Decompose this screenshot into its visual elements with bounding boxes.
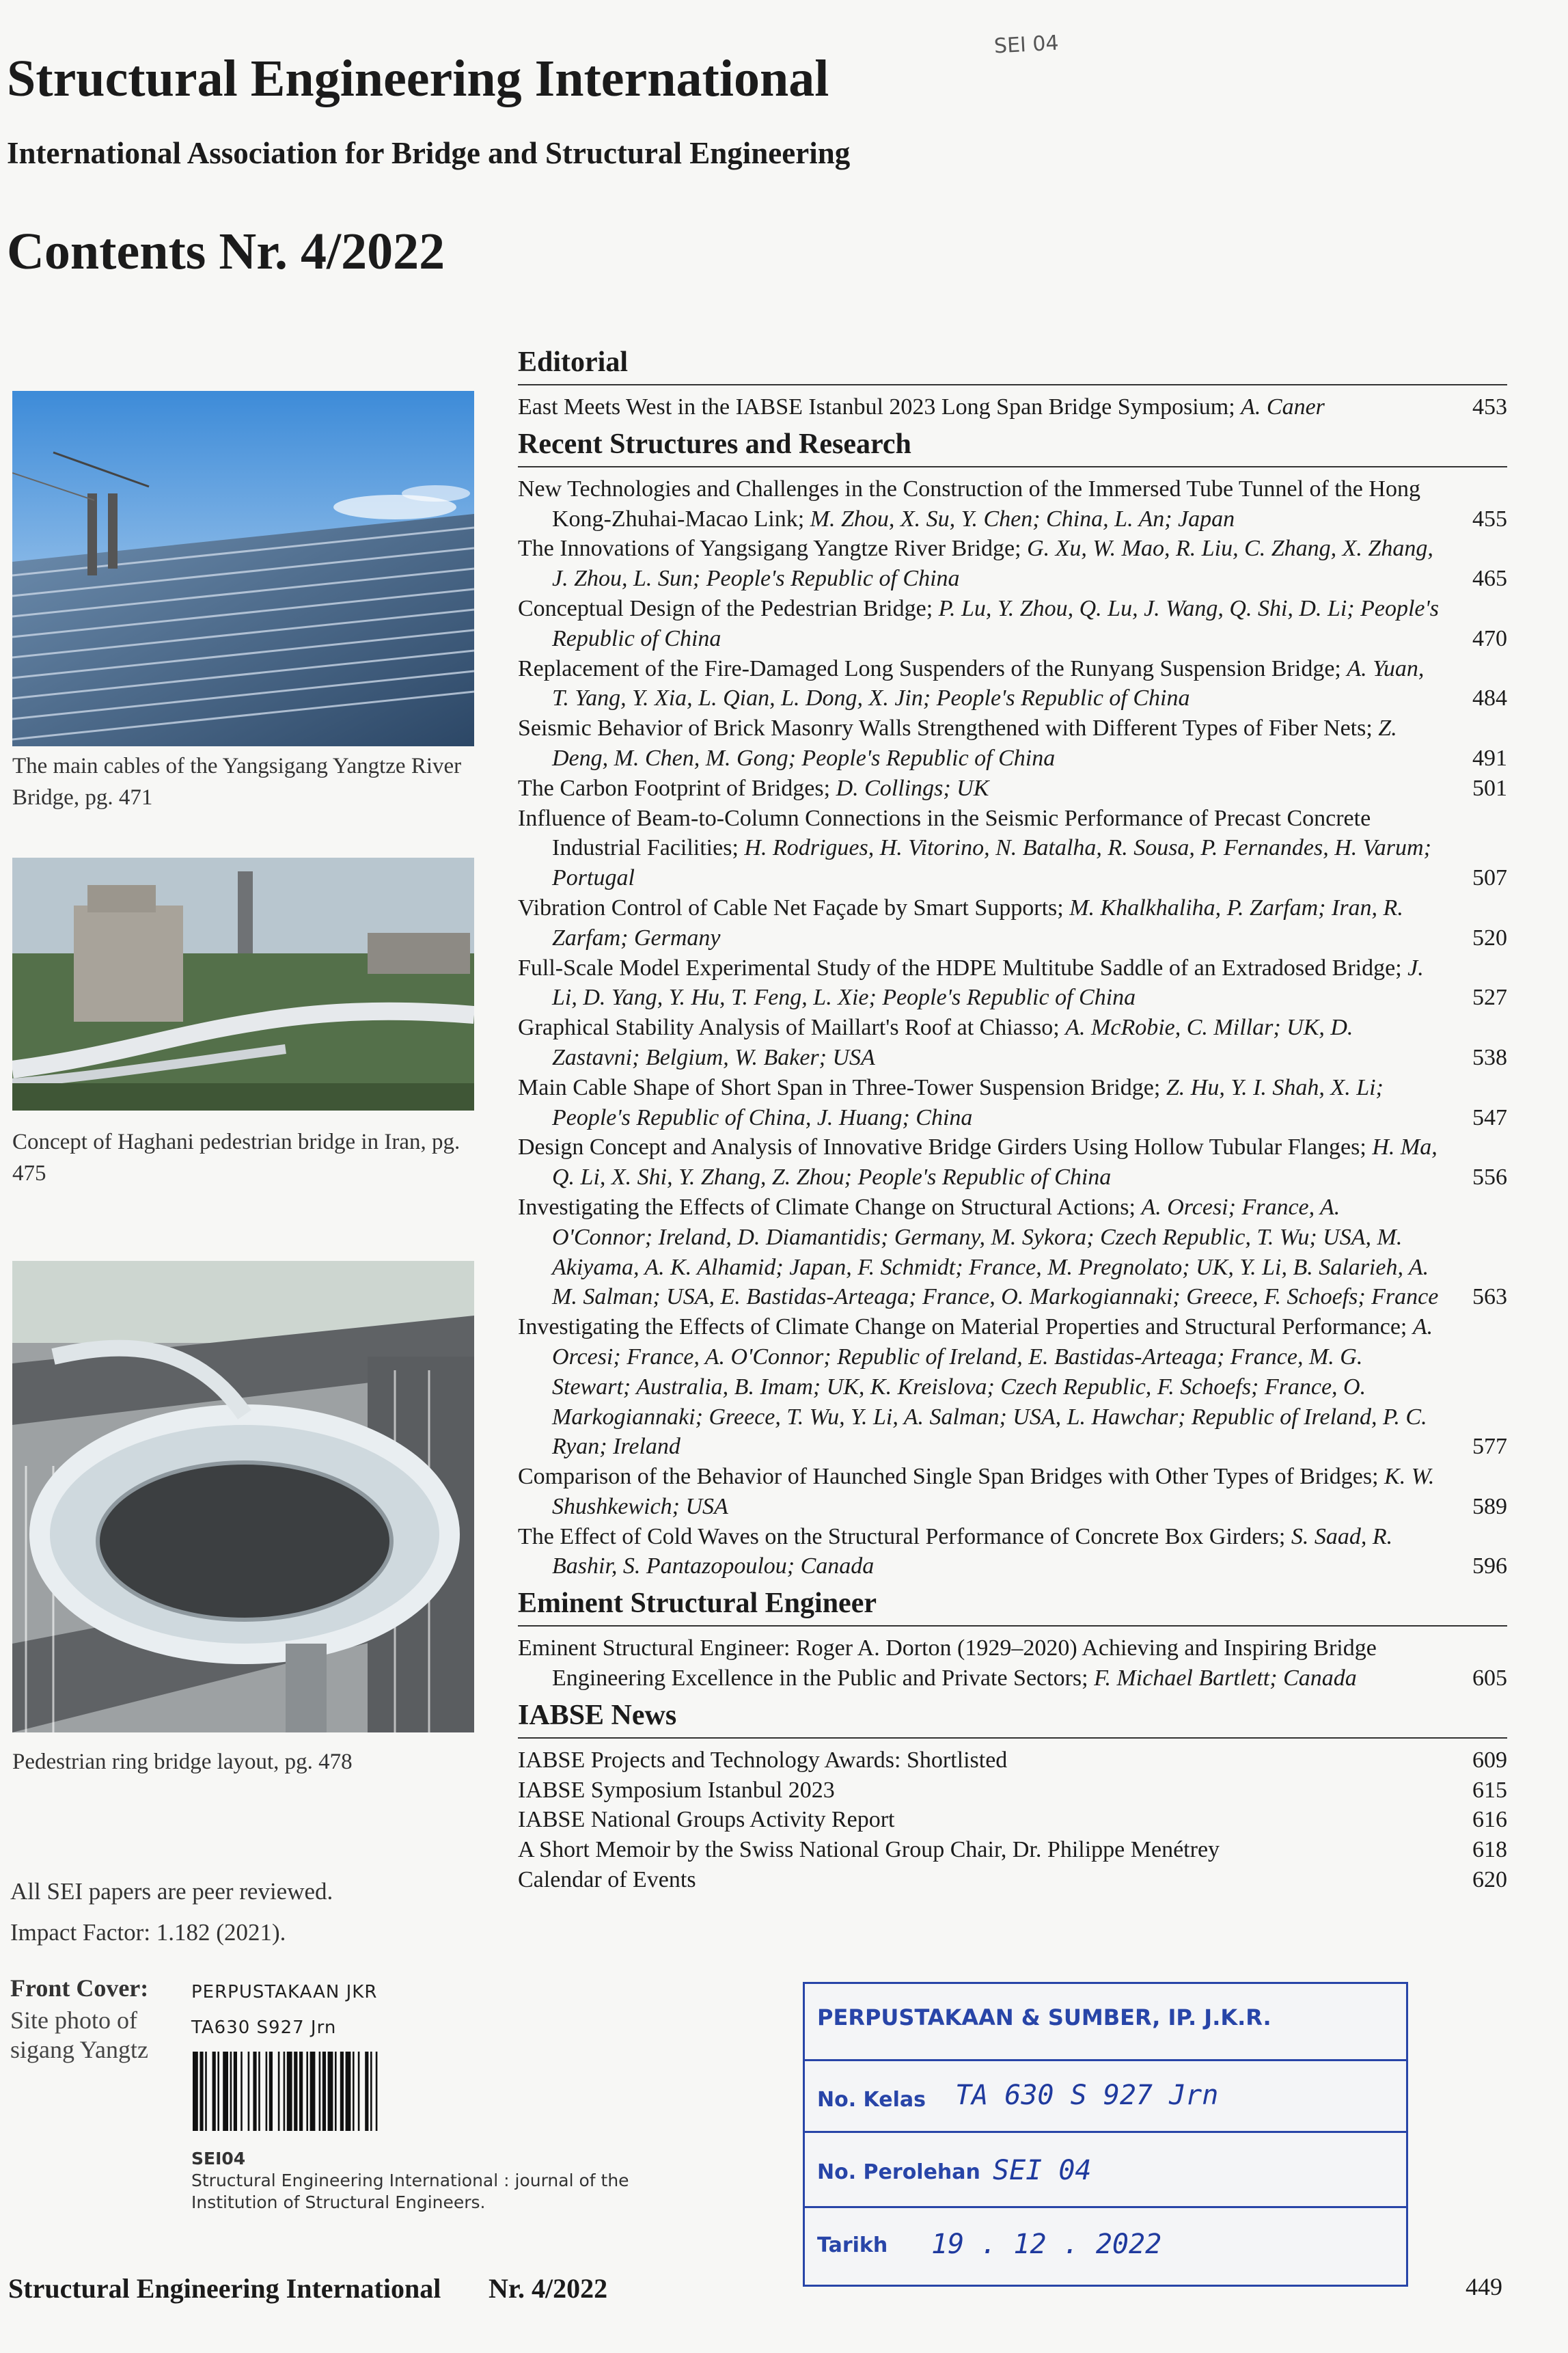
- impact-factor: Impact Factor: 1.182 (2021).: [10, 1919, 286, 1946]
- stamp-date-value: 19 . 12 . 2022: [931, 2229, 1162, 2260]
- entry-page-number: 465: [1472, 566, 1507, 592]
- entry-authors: A. McRobie, C. Millar; UK, D. Zastavni; Belgium, W. Baker; USA: [552, 1015, 1353, 1070]
- footer-journal-title: Structural Engineering International: [8, 2273, 441, 2304]
- news-entry: [518, 1776, 1507, 1806]
- entry-page-number: 577: [1472, 1434, 1507, 1460]
- section-title-recent: Recent Structures and Research: [518, 428, 911, 460]
- stamp-class-value: TA 630 S 927 Jrn: [955, 2080, 1219, 2111]
- news-page-number: 609: [1472, 1747, 1507, 1773]
- toc-entry: [518, 534, 1507, 594]
- entry-title: Comparison of the Behavior of Haunched Single Span Bridges with Other Types of Bridges;: [518, 1464, 1379, 1490]
- entry-title: Full-Scale Model Experimental Study of the HDPE Multitube Saddle of an Extradosed Bridge;: [518, 955, 1402, 981]
- toc-entry: [518, 392, 1507, 422]
- entry-authors: H. Ma, Q. Li, X. Shi, Y. Zhang, Z. Zhou; People's Republic of China: [552, 1134, 1438, 1191]
- entry-page-number: 507: [1472, 865, 1507, 891]
- entry-title: Graphical Stability Analysis of Maillart's Roof at Chiasso;: [518, 1015, 1060, 1041]
- toc-entry: [518, 1013, 1507, 1073]
- entry-authors: J. Li, D. Yang, Y. Hu, T. Feng, L. Xie; People's Republic of China: [552, 955, 1424, 1011]
- photo-main-cables: [12, 391, 474, 746]
- toc-entry: [518, 1312, 1507, 1462]
- entry-page-number: 455: [1472, 506, 1507, 532]
- news-page-number: 618: [1472, 1837, 1507, 1863]
- entry-title: Replacement of the Fire-Damaged Long Suspenders of the Runyang Suspension Bridge;: [518, 655, 1341, 681]
- entry-page-number: 556: [1472, 1165, 1507, 1191]
- table-of-contents: [518, 342, 1507, 1895]
- toc-entry: [518, 893, 1507, 953]
- entry-title: The Innovations of Yangsigang Yangtze River Bridge;: [518, 536, 1021, 562]
- label-description-line1: Structural Engineering International : journal of the: [191, 2171, 629, 2190]
- section-recent: [518, 424, 1507, 1581]
- entry-page-number: 605: [1472, 1665, 1507, 1691]
- section-title-editorial: Editorial: [518, 346, 629, 378]
- entry-title: The Carbon Footprint of Bridges;: [518, 775, 831, 801]
- news-entry: [518, 1745, 1507, 1776]
- peer-review-note: All SEI papers are peer reviewed.: [10, 1878, 333, 1905]
- entry-authors: A. Caner: [1241, 394, 1325, 420]
- news-entry: [518, 1865, 1507, 1895]
- news-title: IABSE National Groups Activity Report: [518, 1807, 895, 1833]
- photo-ring-bridge: [12, 1261, 474, 1732]
- library-stamp: [803, 1982, 1408, 2287]
- entry-authors: Z. Hu, Y. I. Shah, X. Li; People's Republic of China, J. Huang; China: [552, 1074, 1384, 1130]
- entry-title: The Effect of Cold Waves on the Structural Performance of Concrete Box Girders;: [518, 1523, 1286, 1549]
- section-eminent: [518, 1583, 1507, 1694]
- entry-authors: G. Xu, W. Mao, R. Liu, C. Zhang, X. Zhang, J. Zhou, L. Sun; People's Republic of China: [552, 536, 1433, 592]
- photo-caption-3: Pedestrian ring bridge layout, pg. 478: [12, 1750, 353, 1774]
- entry-page-number: 547: [1472, 1104, 1507, 1130]
- entry-title: East Meets West in the IABSE Istanbul 2023 Long Span Bridge Symposium;: [518, 394, 1235, 420]
- stamp-accession-label: No. Perolehan: [817, 2160, 980, 2184]
- section-rule: [518, 1737, 1507, 1739]
- entry-authors: A. Orcesi; France, A. O'Connor; Ireland, D. Diamantidis; Germany, M. Sykora; Czech Republic, T. Wu; USA, M. Akiyama, A. K. Alhamid; Japan, F. Schmidt; France, M. Pregnolato; UK, Y. Li, B. Salarieh, A. M. Salman; USA, E. Bastidas-Arteaga; France, O. Markogiannaki; Greece, F. Schoefs; France: [552, 1194, 1439, 1310]
- section-rule: [518, 384, 1507, 385]
- entry-title: Investigating the Effects of Climate Change on Material Properties and Structural Performance;: [518, 1314, 1407, 1340]
- entry-page-number: 470: [1472, 625, 1507, 651]
- entry-authors: P. Lu, Y. Zhou, Q. Lu, J. Wang, Q. Shi, D. Li; People's Republic of China: [552, 595, 1440, 651]
- journal-title: Structural Engineering International: [7, 50, 829, 107]
- toc-entry: [518, 1073, 1507, 1133]
- section-rule: [518, 466, 1507, 467]
- stamp-header: PERPUSTAKAAN & SUMBER, IP. J.K.R.: [817, 2004, 1271, 2030]
- news-page-number: 615: [1472, 1777, 1507, 1803]
- entry-page-number: 491: [1472, 745, 1507, 771]
- entry-title: Vibration Control of Cable Net Façade by Smart Supports;: [518, 895, 1064, 921]
- section-news: [518, 1695, 1507, 1895]
- news-entry: [518, 1805, 1507, 1835]
- entry-authors: A. Yuan, T. Yang, Y. Xia, L. Qian, L. Dong, X. Jin; People's Republic of China: [552, 655, 1425, 711]
- footer-issue-number: Nr. 4/2022: [489, 2273, 608, 2304]
- toc-entry: [518, 1462, 1507, 1522]
- contents-title: Contents Nr. 4/2022: [7, 223, 445, 280]
- toc-entry: [518, 953, 1507, 1014]
- entry-authors: M. Zhou, X. Su, Y. Chen; China, L. An; Japan: [810, 506, 1235, 532]
- entry-authors: M. Khalkhaliha, P. Zarfam; Iran, R. Zarfam; Germany: [552, 895, 1403, 951]
- front-cover-text-line1: Site photo of: [10, 2007, 137, 2034]
- news-entry: [518, 1835, 1507, 1865]
- entry-page-number: 484: [1472, 685, 1507, 711]
- label-description-line2: Institution of Structural Engineers.: [191, 2192, 486, 2212]
- entry-title: Eminent Structural Engineer: Roger A. Dorton (1929–2020) Achieving and Inspiring Bridge Engineering Excellence in the Public and Private Sectors;: [518, 1635, 1377, 1691]
- barcode: [191, 2052, 553, 2131]
- toc-entry: [518, 774, 1507, 804]
- news-title: A Short Memoir by the Swiss National Group Chair, Dr. Philippe Menétrey: [518, 1837, 1220, 1863]
- news-title: IABSE Projects and Technology Awards: Shortlisted: [518, 1747, 1008, 1773]
- entry-title: Investigating the Effects of Climate Change on Structural Actions;: [518, 1194, 1136, 1220]
- footer-page-number: 449: [1466, 2273, 1502, 2300]
- section-rule: [518, 1625, 1507, 1627]
- stamp-accession-value: SEI 04: [993, 2155, 1092, 2186]
- stamp-date-label: Tarikh: [817, 2233, 888, 2257]
- entry-authors: S. Saad, R. Bashir, S. Pantazopoulou; Canada: [552, 1523, 1393, 1579]
- library-label: [191, 1982, 711, 2214]
- library-name: PERPUSTAKAAN JKR: [191, 1982, 378, 2002]
- news-page-number: 620: [1472, 1867, 1507, 1893]
- entry-page-number: 563: [1472, 1284, 1507, 1310]
- toc-entry: [518, 594, 1507, 654]
- section-editorial: [518, 342, 1507, 422]
- toc-entry: [518, 654, 1507, 714]
- news-page-number: 616: [1472, 1807, 1507, 1833]
- entry-page-number: 538: [1472, 1044, 1507, 1070]
- entry-page-number: 596: [1472, 1553, 1507, 1579]
- entry-title: Influence of Beam-to-Column Connections in the Seismic Performance of Precast Concrete Industrial Facilities;: [518, 805, 1371, 861]
- toc-entry: [518, 1633, 1507, 1694]
- front-cover-text-line2: sigang Yangtz: [10, 2036, 149, 2063]
- label-code: SEI04: [191, 2149, 246, 2168]
- entry-page-number: 520: [1472, 925, 1507, 951]
- entry-title: Seismic Behavior of Brick Masonry Walls Strengthened with Different Types of Fiber Nets;: [518, 716, 1373, 742]
- entry-authors: H. Rodrigues, H. Vitorino, N. Batalha, R. Sousa, P. Fernandes, H. Varum; Portugal: [552, 835, 1431, 891]
- entry-title: Conceptual Design of the Pedestrian Bridge;: [518, 595, 933, 621]
- toc-entry: [518, 713, 1507, 774]
- entry-page-number: 589: [1472, 1493, 1507, 1519]
- entry-authors: Z. Deng, M. Chen, M. Gong; People's Republic of China: [552, 716, 1397, 771]
- entry-authors: A. Orcesi; France, A. O'Connor; Republic of Ireland, E. Bastidas-Arteaga; France, M. G. Stewart; Australia, B. Imam; UK, K. Kreislova; Czech Republic, F. Schoefs; France, O. Markogiannaki; Greece, T. Wu, Y. Li, A. Salman; USA, L. Hawchar; Republic of Ireland, P. C. Ryan; Ireland: [552, 1314, 1433, 1460]
- section-title-news: IABSE News: [518, 1699, 677, 1731]
- toc-entry: [518, 1193, 1507, 1312]
- news-title: Calendar of Events: [518, 1867, 696, 1893]
- handwritten-note: SEI 04: [993, 31, 1060, 59]
- front-cover-label: Front Cover:: [10, 1974, 149, 2002]
- toc-entry: [518, 474, 1507, 534]
- entry-title: New Technologies and Challenges in the Construction of the Immersed Tube Tunnel of the Hong Kong-Zhuhai-Macao Link;: [518, 476, 1420, 532]
- toc-entry: [518, 1522, 1507, 1582]
- photo-caption-1: The main cables of the Yangsigang Yangtze River Bridge, pg. 471: [12, 754, 462, 810]
- entry-page-number: 527: [1472, 985, 1507, 1011]
- photo-haghani-bridge: [12, 858, 474, 1111]
- section-title-eminent: Eminent Structural Engineer: [518, 1588, 877, 1620]
- entry-title: Main Cable Shape of Short Span in Three-Tower Suspension Bridge;: [518, 1074, 1161, 1100]
- association-name: International Association for Bridge and Structural Engineering: [7, 136, 851, 170]
- entry-page-number: 501: [1472, 775, 1507, 801]
- entry-authors: K. W. Shushkewich; USA: [552, 1464, 1435, 1519]
- call-number: TA630 S927 Jrn: [191, 2017, 337, 2038]
- toc-entry: [518, 804, 1507, 893]
- photo-caption-2: Concept of Haghani pedestrian bridge in Iran, pg. 475: [12, 1130, 460, 1186]
- stamp-class-label: No. Kelas: [817, 2088, 926, 2112]
- entry-page-number: 453: [1472, 394, 1507, 420]
- entry-title: Design Concept and Analysis of Innovative Bridge Girders Using Hollow Tubular Flanges;: [518, 1134, 1366, 1160]
- news-title: IABSE Symposium Istanbul 2023: [518, 1777, 835, 1803]
- entry-authors: F. Michael Bartlett; Canada: [1094, 1665, 1357, 1691]
- toc-entry: [518, 1132, 1507, 1193]
- entry-authors: D. Collings; UK: [836, 775, 989, 801]
